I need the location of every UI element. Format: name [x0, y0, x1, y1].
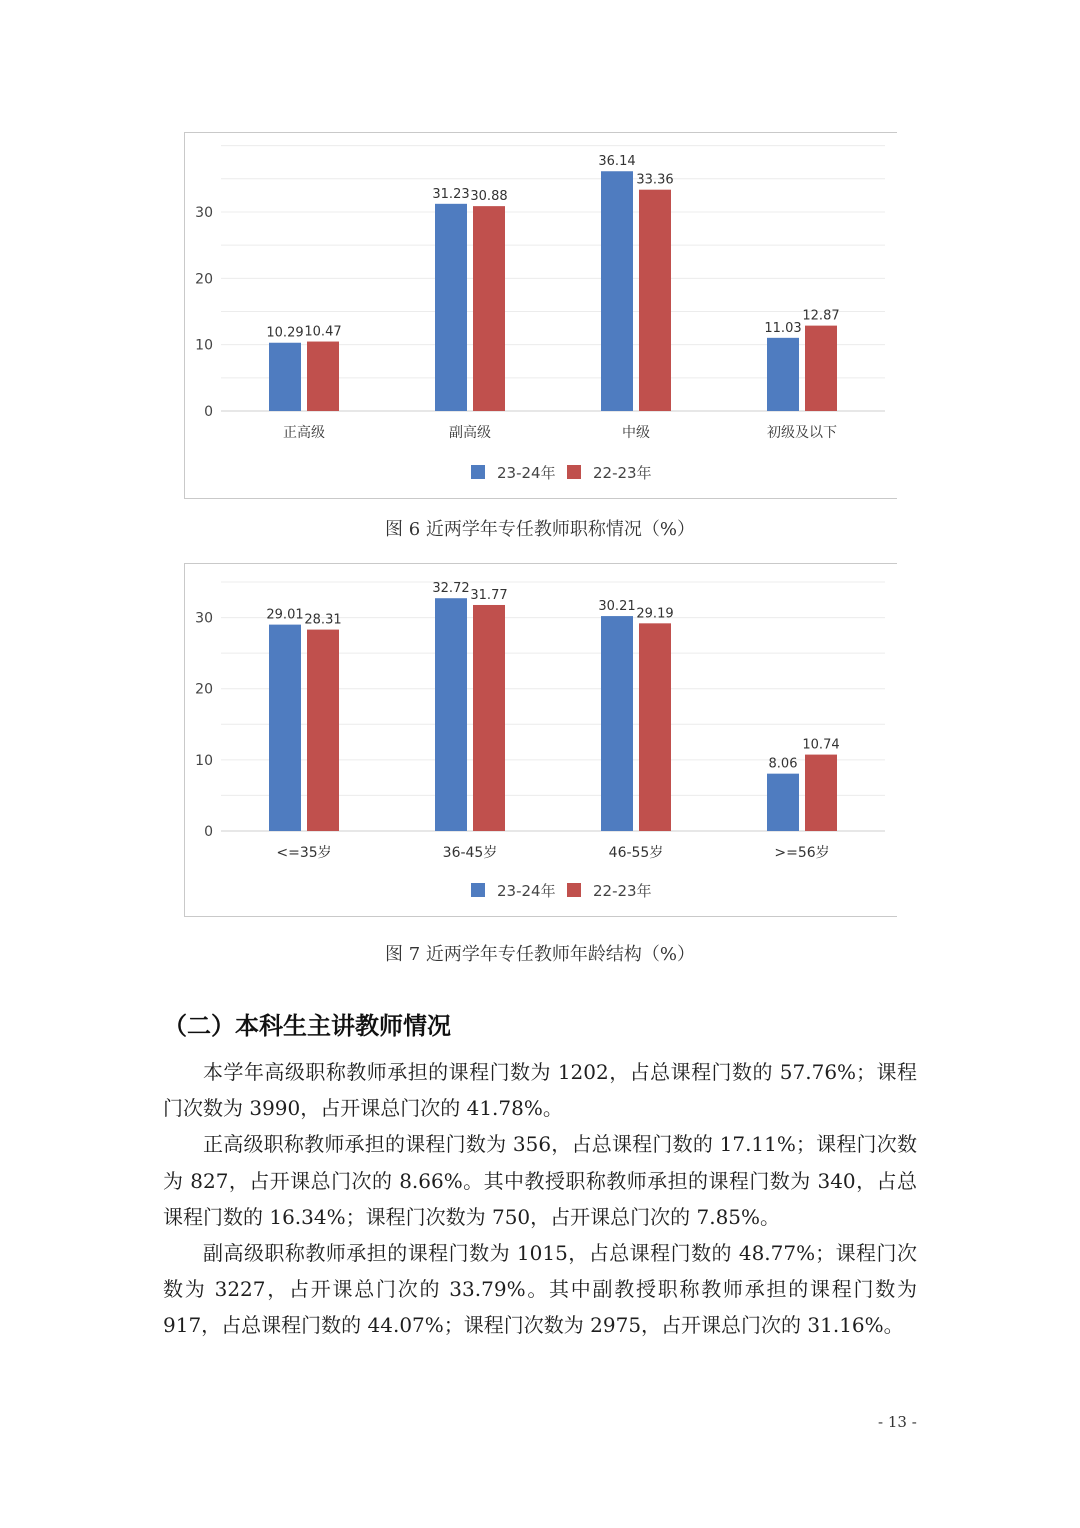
legend-swatch [471, 465, 485, 479]
paragraph: 正高级职称教师承担的课程门数为 356，占总课程门数的 17.11%；课程门次数为 827，占开课总门次的 8.66%。其中教授职称教师承担的课程门数为 340，占总课程门数的 16.34%；课程门次数为 750，占开课总门次的 7.85%。 [163, 1132, 917, 1229]
y-tick-label: 30 [195, 610, 213, 627]
category-label: 中级 [622, 425, 650, 441]
section-heading: （二）本科生主讲教师情况 [163, 1012, 451, 1040]
data-label: 32.72 [432, 581, 470, 597]
data-label: 10.74 [802, 737, 840, 753]
data-label: 28.31 [304, 612, 342, 628]
bar [601, 616, 633, 831]
bar [639, 190, 671, 411]
category-label: 正高级 [283, 425, 325, 441]
y-tick-label: 10 [195, 337, 213, 354]
bar [435, 598, 467, 831]
y-tick-label: 0 [204, 404, 213, 420]
data-label: 12.87 [802, 308, 840, 324]
bar [307, 630, 339, 831]
bar [269, 343, 301, 411]
data-label: 31.23 [432, 186, 470, 202]
category-label: 副高级 [449, 425, 491, 441]
legend-swatch [567, 883, 581, 897]
y-tick-label: 20 [195, 681, 213, 698]
data-label: 30.21 [598, 599, 636, 615]
paragraph: 本学年高级职称教师承担的课程门数为 1202，占总课程门数的 57.76%；课程门次数为 3990，占开课总门次的 41.78%。 [163, 1060, 917, 1121]
bar [767, 774, 799, 831]
paragraph: 副高级职称教师承担的课程门数为 1015，占总课程门数的 48.77%；课程门次数为 3227，占开课总门次的 33.79%。其中副教授职称教师承担的课程门数为 917，占总课程门数的 44.07%；课程门次数为 2975，占开课总门次的 31.16%。 [163, 1241, 917, 1338]
y-tick-label: 20 [195, 271, 213, 288]
data-label: 31.77 [470, 587, 508, 603]
category-label: 初级及以下 [767, 425, 837, 441]
category-label: 36-45岁 [442, 845, 498, 861]
bar [601, 171, 633, 411]
legend-swatch [471, 883, 485, 897]
legend-label: 23-24年 [497, 464, 556, 482]
y-tick-label: 0 [204, 824, 213, 840]
y-tick-label: 30 [195, 204, 213, 221]
y-tick-label: 10 [195, 752, 213, 769]
figure-6-caption: 图 6 近两学年专任教师职称情况（%） [385, 519, 695, 540]
legend-label: 23-24年 [497, 882, 556, 900]
data-label: 29.19 [636, 606, 674, 622]
bar [307, 342, 339, 411]
bar [435, 204, 467, 411]
page-number: - 13 - [878, 1413, 917, 1431]
data-label: 10.29 [266, 325, 304, 341]
data-label: 11.03 [764, 320, 802, 336]
data-label: 36.14 [598, 154, 636, 170]
chart-teacher-age-structure [184, 563, 897, 917]
bar-chart-age [185, 564, 897, 916]
legend-label: 22-23年 [593, 464, 652, 482]
data-label: 10.47 [304, 324, 342, 340]
section-body [163, 1054, 917, 1344]
data-label: 33.36 [636, 172, 674, 188]
bar-chart-title [185, 133, 897, 498]
bar [805, 326, 837, 411]
bar [473, 605, 505, 831]
data-label: 29.01 [266, 607, 304, 623]
bar [767, 338, 799, 411]
chart-teacher-title-distribution [184, 132, 897, 499]
bar [805, 755, 837, 831]
bar [473, 206, 505, 411]
category-label: >=56岁 [774, 845, 830, 861]
data-label: 8.06 [768, 756, 798, 772]
legend-label: 22-23年 [593, 882, 652, 900]
bar [269, 625, 301, 831]
bar [639, 623, 671, 831]
data-label: 30.88 [470, 189, 508, 205]
category-label: 46-55岁 [608, 845, 664, 861]
figure-7-caption: 图 7 近两学年专任教师年龄结构（%） [385, 944, 695, 965]
legend-swatch [567, 465, 581, 479]
category-label: <=35岁 [276, 845, 332, 861]
